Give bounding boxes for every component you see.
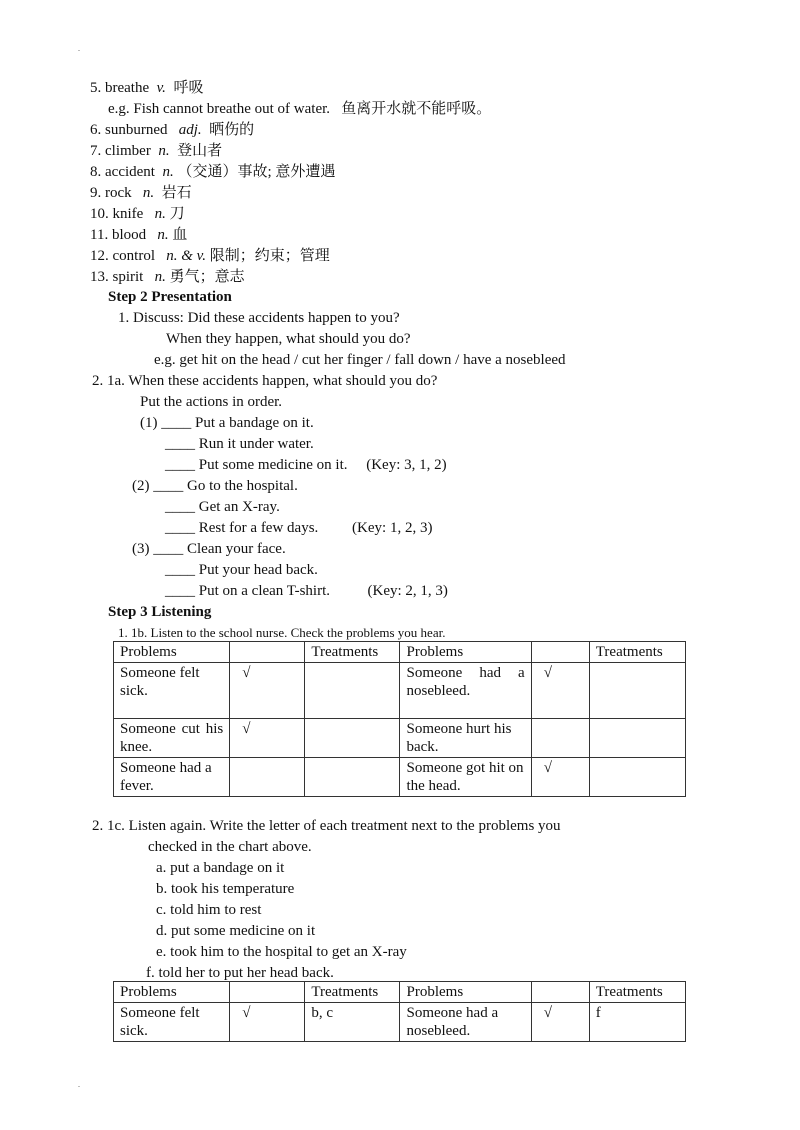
table-row xyxy=(114,758,686,797)
header-cell: Problems xyxy=(114,982,230,1003)
problem-cell: Someone felt sick. xyxy=(114,663,230,719)
table-header-row xyxy=(114,982,686,1003)
check-cell: √ xyxy=(531,663,589,719)
check-cell: √ xyxy=(230,719,305,758)
check-cell xyxy=(230,758,305,797)
header-cell: Problems xyxy=(114,642,230,663)
answer-key: (Key: 1, 2, 3) xyxy=(352,520,433,536)
problem-cell: Someone had a nosebleed. xyxy=(400,1003,531,1042)
problem-cell: Someone felt sick. xyxy=(114,1003,230,1042)
action-item: (3) ____ Clean your face. xyxy=(132,541,286,557)
vocab-example: e.g. Fish cannot breathe out of water. 鱼离开水就不能呼吸。 xyxy=(108,101,492,117)
problem-cell: Someone had a fever. xyxy=(114,758,230,797)
action-item: ____ Get an X-ray. xyxy=(165,499,280,515)
step2-heading: Step 2 Presentation xyxy=(108,289,232,305)
treatment-cell xyxy=(305,758,400,797)
q1c-instruction: 2. 1c. Listen again. Write the letter of each treatment next to the problems you xyxy=(92,818,561,834)
order-instruction: Put the actions in order. xyxy=(140,394,283,410)
page-dot-bottom: . xyxy=(78,1080,80,1089)
header-cell: Problems xyxy=(400,642,531,663)
vocab-item: 11. blood n. 血 xyxy=(90,227,188,243)
treatment-cell: b, c xyxy=(305,1003,400,1042)
header-cell: Treatments xyxy=(589,642,685,663)
action-item: ____ Put your head back. xyxy=(165,562,318,578)
table-row xyxy=(114,663,686,719)
vocab-item: 8. accident n. （交通）事故; 意外遭遇 xyxy=(90,164,336,180)
treatment-option: e. took him to the hospital to get an X-ray xyxy=(156,944,407,960)
header-cell xyxy=(230,642,305,663)
treatments-table xyxy=(113,981,686,1042)
treatment-option: b. took his temperature xyxy=(156,881,295,897)
treatment-option: c. told him to rest xyxy=(156,902,262,918)
action-item: (2) ____ Go to the hospital. xyxy=(132,478,298,494)
vocab-item: 6. sunburned adj. 晒伤的 xyxy=(90,122,255,138)
check-cell: √ xyxy=(230,663,305,719)
discuss-question-2: When they happen, what should you do? xyxy=(166,331,411,347)
header-cell xyxy=(230,982,305,1003)
q1a-instruction: 2. 1a. When these accidents happen, what should you do? xyxy=(92,373,438,389)
header-cell: Treatments xyxy=(589,982,685,1003)
treatment-option: d. put some medicine on it xyxy=(156,923,316,939)
problem-cell: Someone got hit on the head. xyxy=(400,758,531,797)
problems-table xyxy=(113,641,686,797)
action-item: ____ Rest for a few days. (Key: 1, 2, 3) xyxy=(165,520,433,536)
answer-key: (Key: 3, 1, 2) xyxy=(366,457,447,473)
action-item: ____ Put on a clean T-shirt. (Key: 2, 1, 3) xyxy=(165,583,448,599)
q1c-instruction-2: checked in the chart above. xyxy=(148,839,312,855)
answer-key: (Key: 2, 1, 3) xyxy=(367,583,448,599)
listening-instruction: 1. 1b. Listen to the school nurse. Check the problems you hear. xyxy=(118,625,446,640)
header-cell: Problems xyxy=(400,982,531,1003)
check-cell: √ xyxy=(531,758,589,797)
treatment-cell xyxy=(305,663,400,719)
action-item: ____ Put some medicine on it. (Key: 3, 1, 2) xyxy=(165,457,447,473)
check-cell xyxy=(531,719,589,758)
problem-cell: Someone had a nosebleed. xyxy=(400,663,531,719)
action-item: (1) ____ Put a bandage on it. xyxy=(140,415,314,431)
vocab-item: 9. rock n. 岩石 xyxy=(90,185,192,201)
header-cell xyxy=(531,642,589,663)
table-header-row xyxy=(114,642,686,663)
vocab-item: 10. knife n. 刀 xyxy=(90,206,185,222)
header-cell: Treatments xyxy=(305,642,400,663)
vocab-item: 12. control n. & v. 限制；约束；管理 xyxy=(90,248,330,264)
problem-cell: Someone hurt his back. xyxy=(400,719,531,758)
treatment-cell xyxy=(589,758,685,797)
page-dot-top: . xyxy=(78,44,80,53)
header-cell xyxy=(531,982,589,1003)
action-item: ____ Run it under water. xyxy=(165,436,314,452)
discuss-question: 1. Discuss: Did these accidents happen to you? xyxy=(118,310,400,326)
vocab-item: 5. breathe v. 呼吸 xyxy=(90,80,204,96)
table-row xyxy=(114,719,686,758)
treatment-option: f. told her to put her head back. xyxy=(146,965,334,981)
vocab-item: 13. spirit n. 勇气；意志 xyxy=(90,269,245,285)
check-cell: √ xyxy=(230,1003,305,1042)
vocab-item: 7. climber n. 登山者 xyxy=(90,143,223,159)
check-cell: √ xyxy=(531,1003,589,1042)
treatment-cell: f xyxy=(589,1003,685,1042)
step3-heading: Step 3 Listening xyxy=(108,604,212,620)
treatment-cell xyxy=(589,719,685,758)
header-cell: Treatments xyxy=(305,982,400,1003)
table-row xyxy=(114,1003,686,1042)
treatment-cell xyxy=(305,719,400,758)
treatment-option: a. put a bandage on it xyxy=(156,860,285,876)
problem-cell: Someone cut his knee. xyxy=(114,719,230,758)
treatment-cell xyxy=(589,663,685,719)
discuss-example: e.g. get hit on the head / cut her finger / fall down / have a nosebleed xyxy=(154,352,566,368)
